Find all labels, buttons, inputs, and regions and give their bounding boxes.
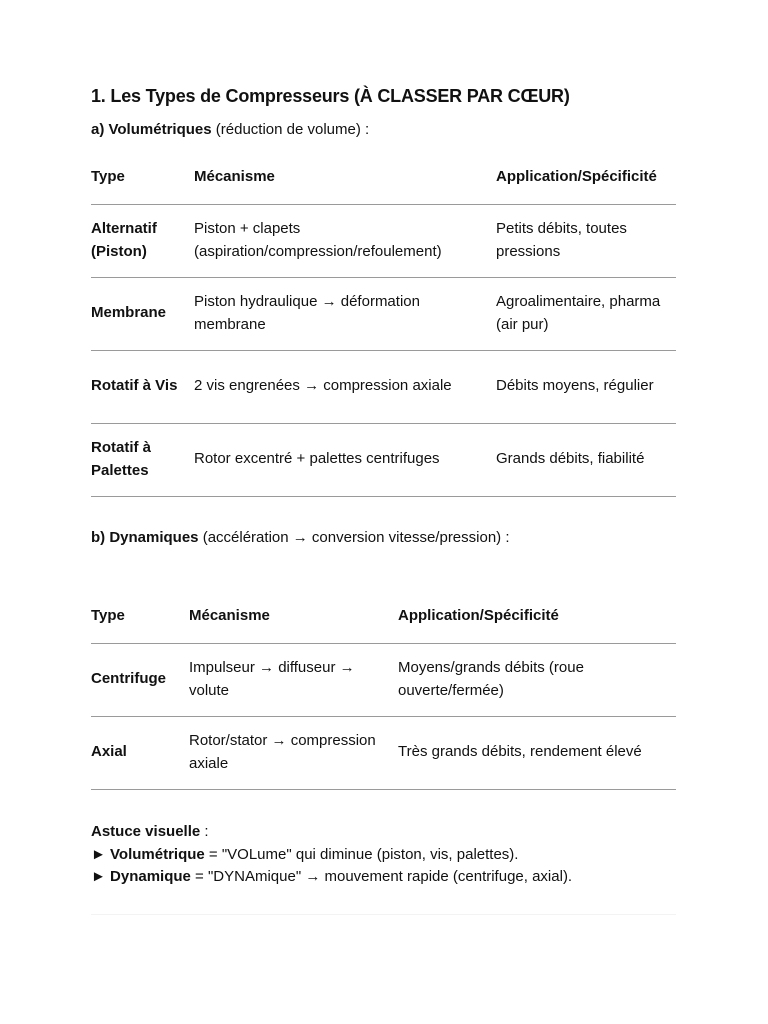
section-a-description: (réduction de volume) : [215,121,370,138]
cell-application: Grands débits, fiabilité [496,423,676,496]
triangle-bullet-icon: ► [91,868,111,885]
cell-mechanism: Piston hydraulique → déformation membrane [194,277,496,350]
cell-type: Membrane [91,277,194,350]
section-b-subtitle [91,529,510,546]
tip-term: Volumétrique [110,845,205,863]
table-header-row [91,589,676,643]
section-a-label: a) Volumétriques [91,121,212,138]
cell-application: Agroalimentaire, pharma (air pur) [496,277,676,350]
section-a-subtitle [91,121,369,138]
section-b-description: (accélération → conversion vitesse/pression) : [202,529,510,546]
page-title: 1. Les Types de Compresseurs (À CLASSER PAR CŒUR) [91,86,570,106]
table-row [91,716,676,789]
cell-mechanism: Rotor/stator → compression axiale [189,716,398,789]
cell-type: Alternatif (Piston) [91,204,194,277]
table-row [91,204,676,277]
cell-mechanism: 2 vis engrenées → compression axiale [194,350,496,423]
tip-label-suffix: : [200,823,209,840]
table-row [91,277,676,350]
cell-mechanism: Impulseur → diffuseur → volute [189,643,398,716]
triangle-bullet-icon: ► [91,845,111,863]
dynamic-compressors-table [91,589,676,790]
table-header-row [91,150,676,204]
cell-type: Rotatif à Vis [91,350,194,423]
column-header-type: Type [91,150,194,204]
tip-heading [91,821,572,844]
visual-tip [91,821,572,889]
cell-application: Débits moyens, régulier [496,350,676,423]
table-row [91,643,676,716]
cell-application: Petits débits, toutes pressions [496,204,676,277]
volumetric-compressors-table [91,150,676,497]
column-header-mechanism: Mécanisme [194,150,496,204]
tip-text: = "VOLume" qui diminue (piston, vis, palettes). [204,845,519,863]
table-row [91,423,676,496]
cell-mechanism: Rotor excentré + palettes centrifuges [194,423,496,496]
divider [91,914,676,915]
tip-text: = "DYNAmique" → mouvement rapide (centrifuge, axial). [190,868,573,885]
tip-line-dynamic [91,866,572,889]
section-b-label: b) Dynamiques [91,529,199,546]
cell-application: Très grands débits, rendement élevé [398,716,676,789]
tip-label: Astuce visuelle [91,823,201,840]
column-header-mechanism: Mécanisme [189,589,398,643]
column-header-application: Application/Spécificité [496,150,676,204]
cell-type: Rotatif à Palettes [91,423,194,496]
cell-type: Centrifuge [91,643,189,716]
column-header-application: Application/Spécificité [398,589,676,643]
cell-type: Axial [91,716,189,789]
tip-term: Dynamique [110,868,191,885]
cell-mechanism: Piston + clapets (aspiration/compression/refoulement) [194,204,496,277]
cell-application: Moyens/grands débits (roue ouverte/fermée) [398,643,676,716]
column-header-type: Type [91,589,189,643]
tip-line-volumetric [91,844,572,867]
table-row [91,350,676,423]
